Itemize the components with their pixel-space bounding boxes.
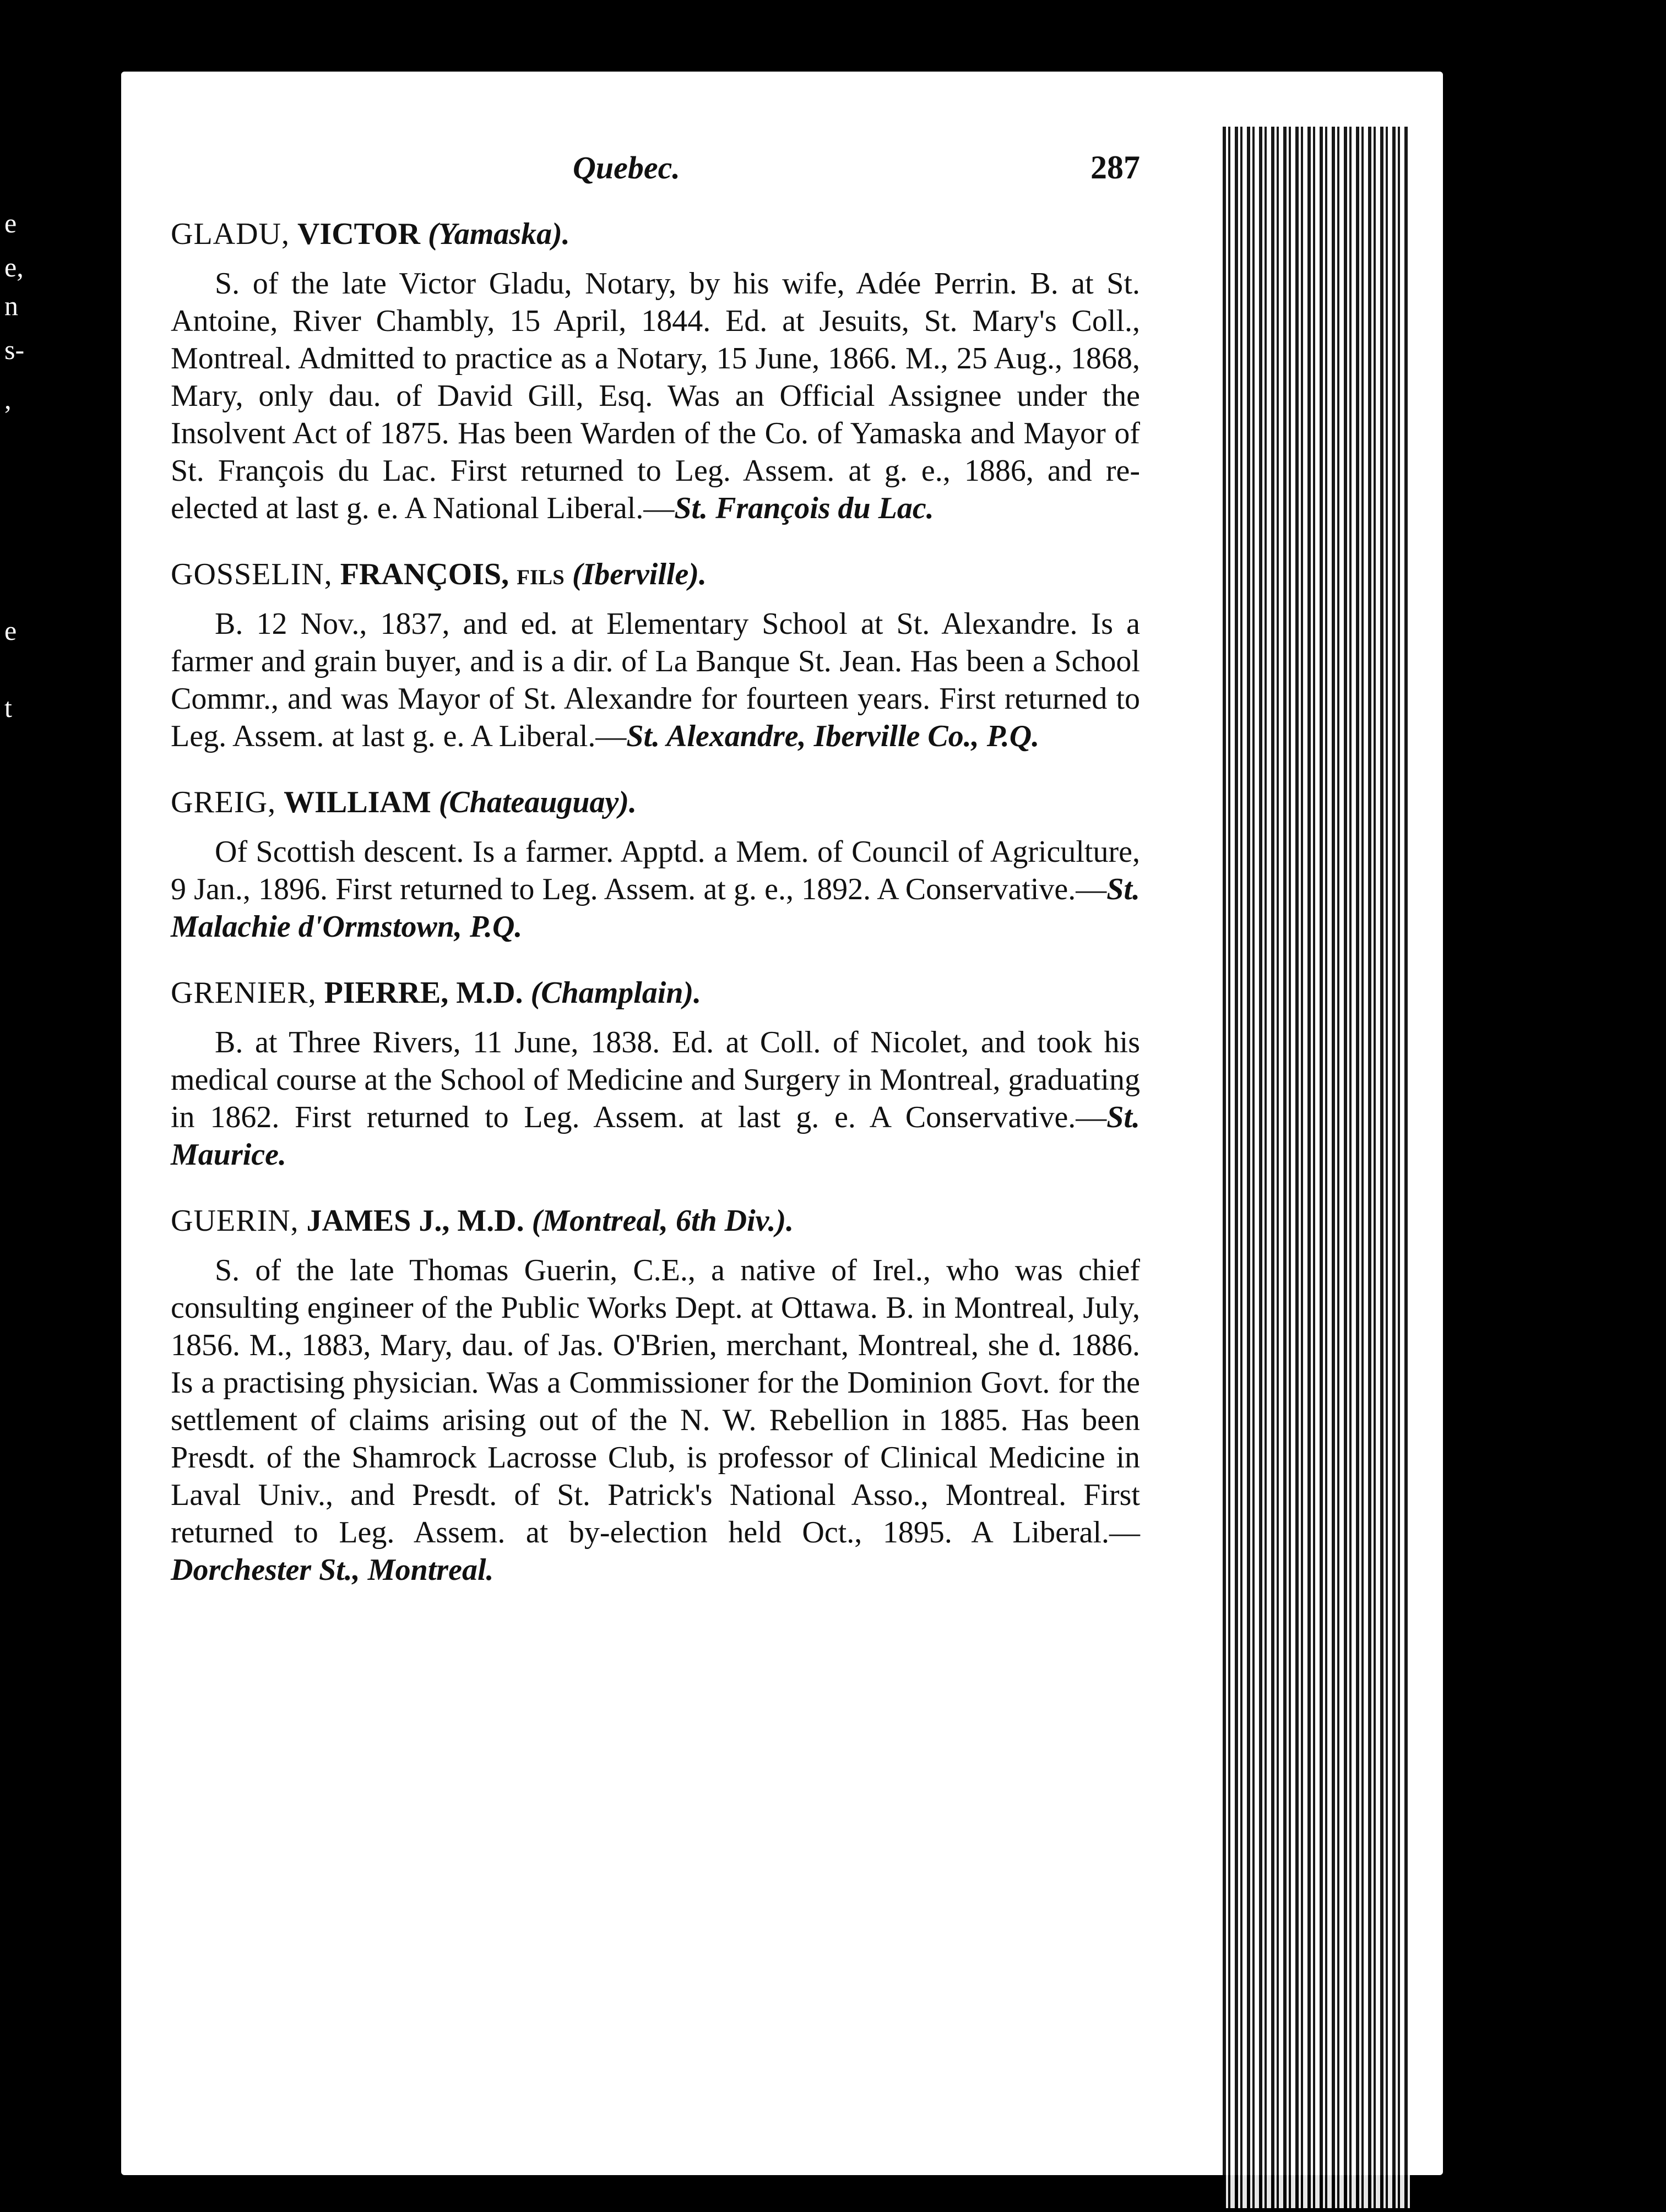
entry-text: S. of the late Victor Gladu, Notary, by his wife, Adée Perrin. B. at St. Antoine, River Chambly, 15 April, 1844. Ed. at Jesuits, St. Mary's Coll., Montreal. Admitted to practice as a Notary, 15 June, 1866. M., 25 Aug., 1868, Mary, only dau. of David Gill, Esq. Was an Official Assignee under the Insolvent Act of 1875. Has been Warden of the Co. of Yamaska and Mayor of St. François du Lac. First returned to Leg. Assem. at g. e., 1886, and re-elected at last g. e. A National Liberal.— (171, 267, 1140, 525)
margin-fragment: t (4, 692, 12, 723)
entry-surname: GRENIER, (171, 976, 317, 1010)
entry-text: B. at Three Rivers, 11 June, 1838. Ed. at Coll. of Nicolet, and took his medical course at the School of Medicine and Surgery in Montreal, graduating in 1862. First returned to Leg. Assem. at last g. e. A Conservative.— (171, 1025, 1140, 1134)
entry-text: Of Scottish descent. Is a farmer. Apptd. a Mem. of Council of Agriculture, 9 Jan., 1896. First returned to Leg. Assem. at g. e., 1892. A Conservative.— (171, 835, 1140, 906)
left-page-margin-fragments (0, 209, 33, 815)
entry-surname: GUERIN, (171, 1204, 299, 1238)
biography-entry (171, 556, 1140, 755)
entry-body (171, 833, 1140, 945)
entry-district: (Iberville). (572, 557, 707, 591)
entry-address: St. Alexandre, Iberville Co., P.Q. (626, 719, 1040, 753)
entry-given-name: JAMES J., M.D. (306, 1204, 524, 1238)
running-title: Quebec. (573, 150, 680, 186)
biography-entry (171, 784, 1140, 945)
page-content (171, 149, 1140, 1589)
entry-body (171, 1252, 1140, 1589)
entry-district: (Yamaska). (428, 217, 570, 251)
entry-body (171, 265, 1140, 527)
entry-address: St. François du Lac. (674, 491, 934, 525)
entry-district: (Champlain). (530, 976, 702, 1010)
entry-body (171, 605, 1140, 755)
entry-address: St. Malachie d'Ormstown, P.Q. (171, 872, 1140, 944)
entry-body (171, 1024, 1140, 1173)
margin-fragment: s- (4, 334, 25, 365)
entry-heading (171, 974, 1140, 1012)
entry-given-name: WILLIAM (284, 785, 431, 819)
biography-entry (171, 1202, 1140, 1589)
entry-surname: GLADU, (171, 217, 290, 251)
margin-fragment: , (4, 384, 12, 415)
entry-address: St. Maurice. (171, 1100, 1140, 1172)
margin-fragment: n (4, 290, 18, 321)
entry-heading (171, 215, 1140, 253)
entry-heading (171, 1202, 1140, 1240)
page-edge-stack (1223, 127, 1410, 2208)
running-header (171, 149, 1140, 187)
margin-fragment: e (4, 615, 17, 646)
entry-district: (Chateauguay). (438, 785, 637, 819)
entry-surname: GREIG, (171, 785, 276, 819)
entry-given-name: PIERRE, M.D. (324, 976, 523, 1010)
page-number: 287 (1090, 149, 1140, 186)
entry-text: B. 12 Nov., 1837, and ed. at Elementary School at St. Alexandre. Is a farmer and grain buyer, and is a dir. of La Banque St. Jean. Has been a School Commr., and was Mayor of St. Alexandre for fourteen years. First returned to Leg. Assem. at last g. e. A Liberal.— (171, 607, 1140, 753)
entry-given-name: FRANÇOIS, fils (340, 557, 565, 591)
entry-given-name: VICTOR (297, 217, 420, 251)
entry-heading (171, 556, 1140, 593)
entry-text: S. of the late Thomas Guerin, C.E., a native of Irel., who was chief consulting engineer of the Public Works Dept. at Ottawa. B. in Montreal, July, 1856. M., 1883, Mary, dau. of Jas. O'Brien, merchant, Montreal, she d. 1886. Is a practising physician. Was a Commissioner for the Dominion Govt. for the settlement of claims arising out of the N. W. Rebellion in 1885. Has been Presdt. of the Shamrock Lacrosse Club, is professor of Clinical Medicine in Laval Univ., and Presdt. of St. Patrick's National Asso., Montreal. First returned to Leg. Assem. at by-election held Oct., 1895. A Liberal.— (171, 1253, 1140, 1550)
margin-fragment: e (4, 208, 17, 238)
entry-district: (Montreal, 6th Div.). (531, 1204, 794, 1238)
entry-heading (171, 784, 1140, 821)
biography-entry (171, 974, 1140, 1173)
margin-fragment: e, (4, 252, 24, 282)
biography-entry (171, 215, 1140, 527)
entry-address: Dorchester St., Montreal. (171, 1553, 494, 1587)
entry-surname: GOSSELIN, (171, 557, 333, 591)
